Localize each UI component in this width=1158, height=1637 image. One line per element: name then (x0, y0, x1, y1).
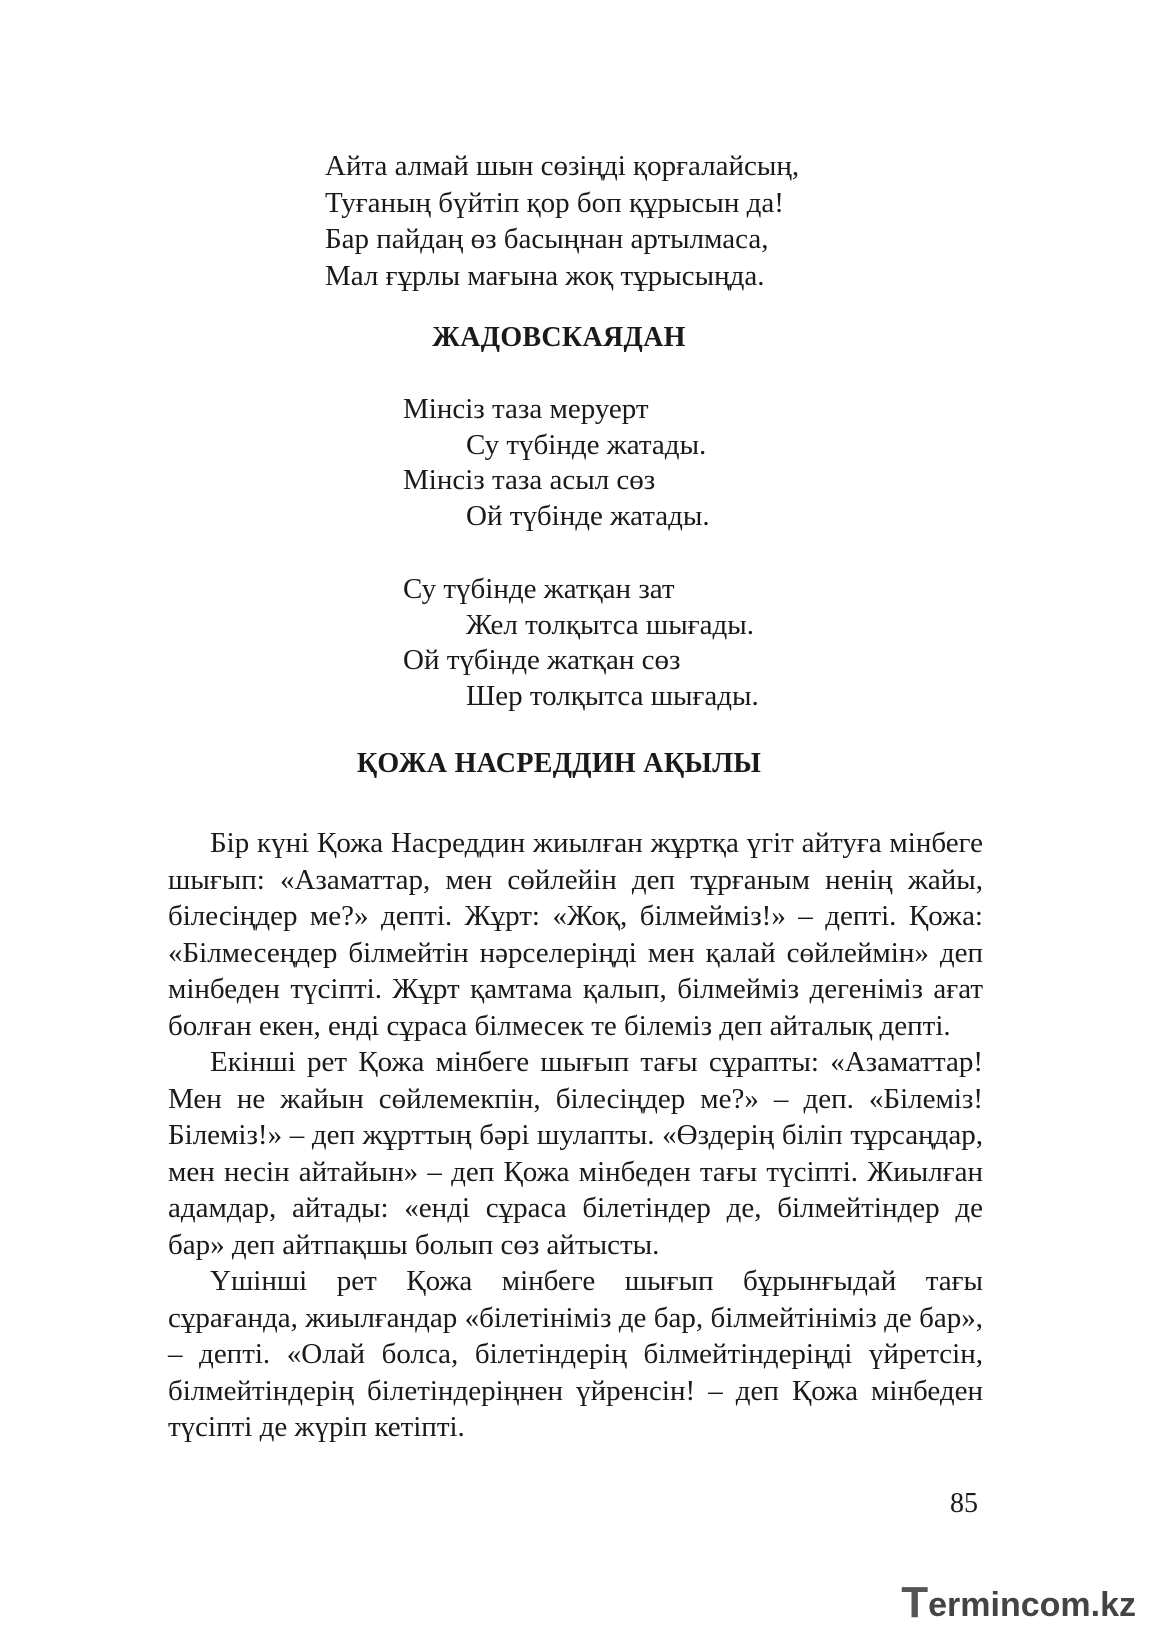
watermark-text: ermincom.kz (928, 1586, 1136, 1624)
section-heading-nasreddin: ҚОЖА НАСРЕДДИН АҚЫЛЫ (356, 748, 762, 779)
story-paragraph: Екінші рет Қожа мінбеге шығып тағы сұрапты: «Азаматтар! Мен не жайын сөйлемекпін, білесіңдер ме?» – деп. «Білеміз! Білеміз!» – деп жұрттың бәрі шулапты. «Өздерің біліп тұрсаңдар, мен несін айтайын» – деп Қожа мінбеден тағы түсіпті. Жиылған адамдар, айтады: «енді сұраса білетіндер де, білмейтіндер де бар» деп айтпақшы болып сөз айтысты. (168, 1046, 983, 1261)
poem-stanza-2 (403, 572, 759, 714)
story-paragraph: Үшінші рет Қожа мінбеге шығып бұрынғыдай тағы сұрағанда, жиылғандар «білетініміз де бар, білмейтініміз де бар», – депті. «Олай болса, білетіндерің білмейтіндеріңді үйретсін, білмейтіндерің білетіндеріңнен үйренсін! – деп Қожа мінбеден түсіпті де жүріп кетіпті. (168, 1265, 983, 1443)
verse-top (325, 148, 799, 294)
watermark-t-letter: T (901, 1578, 929, 1627)
section-heading-zhadovskaya: ЖАДОВСКАЯДАН (432, 322, 686, 353)
poem-line: Жел толқытса шығады. (466, 608, 755, 641)
poem-line: Ой түбінде жатады. (466, 499, 710, 532)
poem-line: Су түбінде жатқан зат (403, 573, 675, 605)
poem-line: Шер толқытса шығады. (466, 679, 759, 712)
story-text (168, 825, 983, 1446)
poem-line: Су түбінде жатады. (466, 428, 707, 461)
verse-line: Бар пайдаң өз басыңнан артылмаса, (325, 223, 769, 255)
page-number: 85 (950, 1488, 978, 1519)
poem-line: Ой түбінде жатқан сөз (403, 644, 681, 676)
verse-line: Айта алмай шын сөзіңді қорғалайсың, (325, 150, 800, 182)
poem-line: Мінсіз таза меруерт (403, 393, 649, 425)
poem-line: Мінсіз таза асыл сөз (403, 464, 656, 496)
story-paragraph: Бір күні Қожа Насреддин жиылған жұртқа үгіт айтуға мінбеге шығып: «Азаматтар, мен сөйлейін деп тұрғаным ненің жайы, білесіңдер ме?» депті. Жұрт: «Жоқ, білмейміз!» – депті. Қожа: «Білмесеңдер білмейтін нәрселеріңді мен қалай сөйлеймін» деп мінбеден түсіпті. Жұрт қамтама қалып, білмейміз дегеніміз ағат болған екен, енді сұраса білмесек те білеміз деп айталық депті. (168, 827, 983, 1042)
verse-line: Туғаның бүйтіп қор боп құрысын да! (325, 186, 784, 219)
verse-line: Мал ғұрлы мағына жоқ тұрысыңда. (325, 259, 765, 292)
poem-stanza-1 (403, 392, 710, 534)
termincom-watermark-logo (901, 1578, 1136, 1627)
